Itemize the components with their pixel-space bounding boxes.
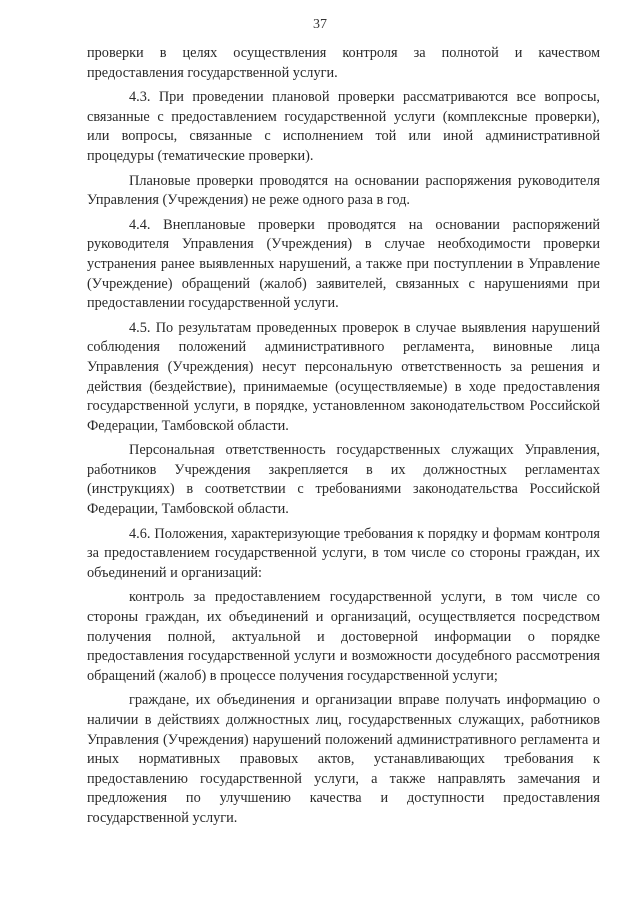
paragraph-1: проверки в целях осуществления контроля за полнотой и качеством предоставления государственной услуги. — [87, 45, 600, 81]
paragraph-4-4: 4.4. Внеплановые проверки проводятся на основании распоряжений руководителя Управления (Учреждения) в случае необходимости проверки устранения ранее выявленных нарушений, а также при поступлении в Управление (Учреждение) обращений (жалоб) заявителей, связанных с нарушениями при предоставлении государственной услуги. — [87, 216, 600, 312]
paragraph-planned-checks: Плановые проверки проводятся на основании распоряжения руководителя Управления (Учреждения) не реже одного раза в год. — [87, 172, 600, 209]
paragraph-4-5: 4.5. По результатам проведенных проверок в случае выявления нарушений соблюдения положений административного регламента, виновные лица Управления (Учреждения) несут персональную ответственность за решения и действия (бездействие), принимаемые (осуществляемые) в ходе предоставления государственной услуги, в порядке, установленном законодательством Российской Федерации, Тамбовской области. — [87, 319, 600, 434]
paragraph-citizens-rights: граждане, их объединения и организации вправе получать информацию о наличии в действиях должностных лиц, государственных служащих, работников Управления (Учреждения) нарушений положений административного регламента и иных нормативных правовых актов, устанавливающих требования к предоставлению государственной услуги, а также направлять замечания и предложения по улучшению качества и доступности предоставления государственной услуги. — [87, 692, 600, 826]
paragraph-personal-responsibility: Персональная ответственность государственных служащих Управления, работников Учреждения закрепляется в их должностных регламентах (инструкциях) в соответствии с требованиями законодательства Российской Федерации, Тамбовской области. — [87, 442, 600, 518]
page-number: 37 — [313, 17, 327, 32]
paragraph-control-citizens: контроль за предоставлением государственной услуги, в том числе со стороны граждан, их объединений и организаций, осуществляется посредством получения полной, актуальной и достоверной информации о порядке предоставления государственной услуги и возможности досудебного рассмотрения обращений (жалоб) в процессе получения государственной услуги; — [87, 589, 600, 684]
document-body — [87, 44, 600, 834]
paragraph-4-3: 4.3. При проведении плановой проверки рассматриваются все вопросы, связанные с предоставлением государственной услуги (комплексные проверки), или вопросы, связанные с исполнением той или иной административной процедуры (тематические проверки). — [87, 89, 600, 164]
paragraph-4-6: 4.6. Положения, характеризующие требования к порядку и формам контроля за предоставлением государственной услуги, в том числе со стороны граждан, их объединений и организаций: — [87, 525, 600, 581]
